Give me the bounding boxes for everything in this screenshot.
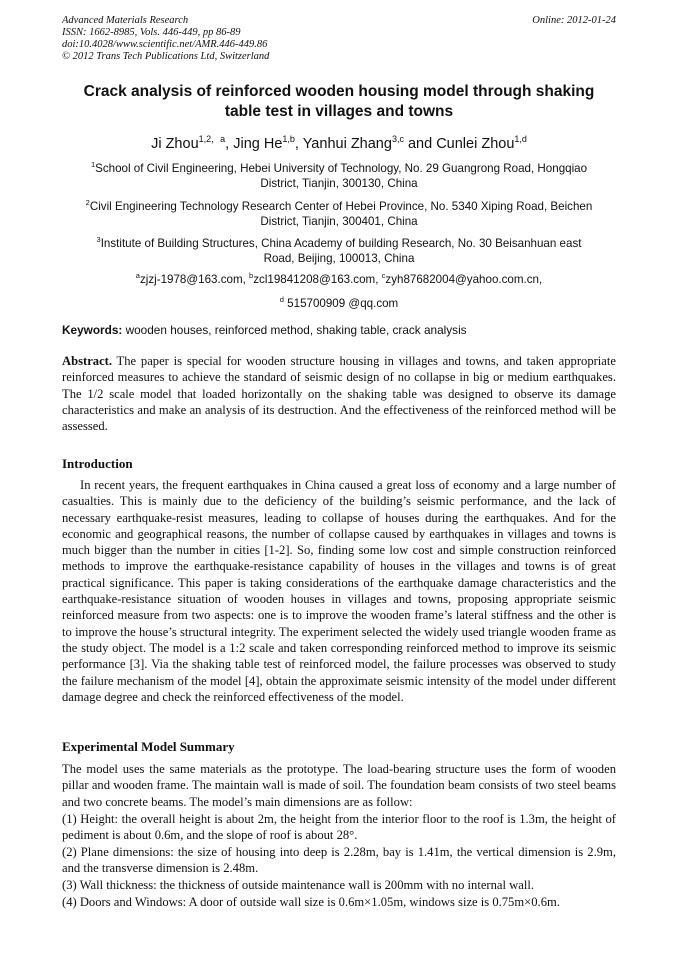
- author-affil-sup: 1,2，a: [198, 134, 226, 144]
- email-sup: b: [249, 271, 254, 280]
- author-affil-sup: 1,b: [282, 134, 295, 144]
- model-summary-heading: Experimental Model Summary: [62, 739, 235, 754]
- doi-line: doi:10.4028/www.scientific.net/AMR.446-449.86: [62, 39, 268, 50]
- email-address: 515700909 @qq.com: [283, 296, 399, 310]
- affiliation-line: District, Tianjin, 300130, China: [260, 176, 418, 190]
- email-address: zyh87682004@yahoo.com.cn,: [385, 272, 543, 286]
- dimension-item-2: (2) Plane dimensions: the size of housing into deep is 2.28m, bay is 1.41m, the vertical dimension is 2.9m, and the transverse dimension is 2.48m.: [62, 845, 616, 876]
- email-address: zcl19841208@163.com,: [253, 272, 382, 286]
- copyright-line: © 2012 Trans Tech Publications Ltd, Switzerland: [62, 51, 270, 62]
- introduction-paragraph: In recent years, the frequent earthquakes in China caused a great loss of economy and a large number of casualties. This is mainly due to the deficiency of the building’s seismic performance, and the lack of necessary earthquake-resist measures, leading to collapse of houses during the earthquakes. And for the economic and geographical reasons, the number of collapse caused by earthquakes in villages and towns is much bigger than the number in cities [1-2]. So, finding some low cost and simple construction reinforced methods to improve the earthquake-resistance capability of houses in the villages and towns is of great practical significance. This paper is taking considerations of the earthquake damage characteristics and the earthquake-resistance situation of wooden houses in villages and towns, proposing appropriate seismic reinforced measure from two aspects: one is to improve the wooden frame’s lateral stiffness and the other is to improve the house’s structural integrity. The experiment selected the widely used triangle wooden frame as the study object. The model is a 1:2 scale and taken corresponding reinforced method to improve its seismic performance [3]. Via the shaking table test of reinforced model, the failure processes was observed to study the failure mechanism of the model [4], obtain the approximate seismic intensity of the model under different damage degree and check the reinforced effectiveness of the model.: [62, 478, 616, 704]
- issn-line: ISSN: 1662-8985, Vols. 446-449, pp 86-89: [62, 27, 241, 38]
- affiliation-3: [62, 232, 616, 266]
- affiliation-sup: 1: [90, 160, 96, 169]
- introduction-heading: Introduction: [62, 456, 133, 471]
- keywords-line: [62, 323, 616, 338]
- author-affil-sup: 1,d: [514, 134, 527, 144]
- author-name: , Yanhui Zhang: [294, 135, 392, 152]
- title-line-2: table test in villages and towns: [224, 103, 454, 120]
- email-sup: a: [135, 271, 140, 280]
- author-name: , Jing He: [225, 135, 283, 152]
- email-list: [62, 268, 616, 311]
- affiliation-line: Road, Beijing, 100013, China: [263, 251, 415, 265]
- email-sup: c: [381, 271, 386, 280]
- affiliation-sup: 3: [96, 235, 101, 244]
- dimension-item-3: (3) Wall thickness: the thickness of outside maintenance wall is 200mm with no internal wall.: [62, 878, 534, 892]
- author-name: Ji Zhou: [151, 135, 199, 152]
- abstract-paragraph: [62, 353, 616, 434]
- online-date: Online: 2012-01-24: [532, 15, 616, 26]
- dimension-item-4: (4) Doors and Windows: A door of outside wall size is 0.6m×1.05m, windows size is 0.75m×0.6m.: [62, 895, 560, 909]
- paper-title: [62, 82, 616, 122]
- dimension-item-1: (1) Height: the overall height is about 2m, the height from the interior floor to the roof is 1.3m, the height of pediment is about 0.6m, and the slope of roof is about 28°.: [62, 812, 616, 843]
- affiliation-line: Institute of Building Structures, China Academy of building Research, No. 30 Beisanhuan east: [100, 236, 582, 250]
- affiliation-1: [62, 157, 616, 191]
- keywords-label: Keywords:: [62, 323, 123, 337]
- author-list: [62, 130, 616, 153]
- affiliation-2: [62, 195, 616, 229]
- affiliation-sup: 2: [85, 198, 90, 207]
- author-affil-sup: 3,c: [391, 134, 404, 144]
- author-name: and Cunlei Zhou: [403, 135, 515, 152]
- model-summary-paragraph: The model uses the same materials as the prototype. The load-bearing structure uses the form of wooden pillar and wooden frame. The maintain wall is made of soil. The foundation beam consists of two steel beams and two concrete beams. The model’s main dimensions are as follow:: [62, 762, 616, 809]
- journal-name: Advanced Materials Research: [62, 15, 189, 26]
- email-address: zjzj-1978@163.com,: [139, 272, 250, 286]
- abstract-text: The paper is special for wooden structure housing in villages and towns, and taken appropriate reinforced measures to achieve the standard of seismic design of no collapse in big or medium earthquakes. The 1/2 scale model that loaded horizontally on the shaking table was designed to observe its damage characteristics and make an analysis of its destruction. And the effectiveness of the reinforced method will be assessed.: [62, 354, 616, 434]
- keywords-text: wooden houses, reinforced method, shaking table, crack analysis: [122, 323, 467, 337]
- email-sup: d: [279, 294, 284, 304]
- affiliation-line: District, Tianjin, 300401, China: [260, 214, 418, 228]
- abstract-label: Abstract.: [62, 354, 113, 368]
- affiliation-line: School of Civil Engineering, Hebei University of Technology, No. 29 Guangrong Road, Hongqiao: [95, 161, 588, 175]
- title-line-1: Crack analysis of reinforced wooden housing model through shaking: [83, 83, 595, 100]
- journal-header: [62, 15, 616, 63]
- affiliation-line: Civil Engineering Technology Research Center of Hebei Province, No. 5340 Xiping Road, Beichen: [89, 199, 593, 213]
